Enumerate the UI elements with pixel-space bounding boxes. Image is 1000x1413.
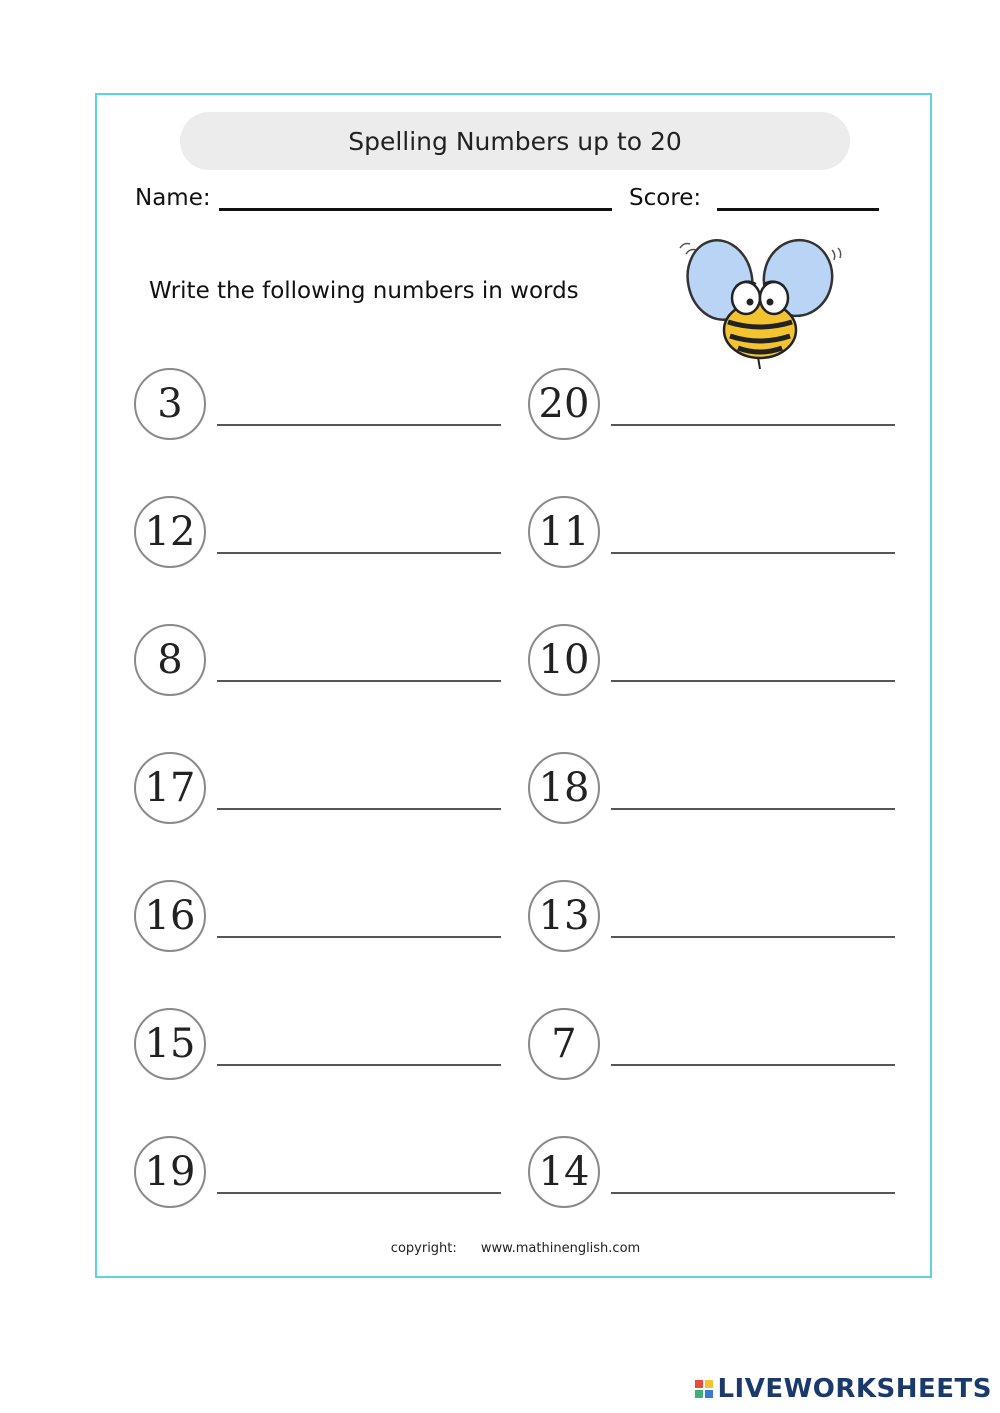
instruction-text: Write the following numbers in words — [149, 278, 579, 304]
answer-line[interactable] — [611, 1064, 895, 1066]
number-circle: 11 — [528, 496, 600, 568]
answer-line[interactable] — [611, 552, 895, 554]
name-label: Name: — [135, 185, 211, 211]
number-circle: 16 — [134, 880, 206, 952]
answer-line[interactable] — [611, 808, 895, 810]
answer-line[interactable] — [217, 1192, 501, 1194]
copyright-footer — [97, 1241, 934, 1256]
number-circle: 12 — [134, 496, 206, 568]
number-circle: 13 — [528, 880, 600, 952]
number-circle: 18 — [528, 752, 600, 824]
number-circle: 8 — [134, 624, 206, 696]
score-field[interactable] — [717, 208, 879, 211]
brand-name: LIVEWORKSHEETS — [717, 1374, 992, 1404]
answer-line[interactable] — [217, 936, 501, 938]
answer-line[interactable] — [611, 1192, 895, 1194]
name-field[interactable] — [219, 208, 612, 211]
number-circle: 19 — [134, 1136, 206, 1208]
answer-line[interactable] — [217, 1064, 501, 1066]
copyright-link[interactable]: www.mathinenglish.com — [480, 1241, 641, 1256]
number-circle: 7 — [528, 1008, 600, 1080]
answer-line[interactable] — [611, 424, 895, 426]
number-circle: 14 — [528, 1136, 600, 1208]
number-circle: 15 — [134, 1008, 206, 1080]
answer-line[interactable] — [611, 936, 895, 938]
number-circle: 20 — [528, 368, 600, 440]
bee-illustration — [672, 230, 852, 370]
answer-line[interactable] — [217, 680, 501, 682]
number-circle: 17 — [134, 752, 206, 824]
answer-line[interactable] — [611, 680, 895, 682]
answer-line[interactable] — [217, 808, 501, 810]
liveworksheets-logo[interactable] — [695, 1374, 992, 1404]
answer-line[interactable] — [217, 424, 501, 426]
copyright-label: copyright: — [390, 1241, 457, 1256]
number-circle: 3 — [134, 368, 206, 440]
worksheet-title: Spelling Numbers up to 20 — [180, 112, 850, 170]
score-label: Score: — [629, 185, 702, 211]
number-circle: 10 — [528, 624, 600, 696]
worksheet-frame — [95, 93, 932, 1278]
answer-line[interactable] — [217, 552, 501, 554]
logo-grid-icon — [695, 1380, 713, 1398]
